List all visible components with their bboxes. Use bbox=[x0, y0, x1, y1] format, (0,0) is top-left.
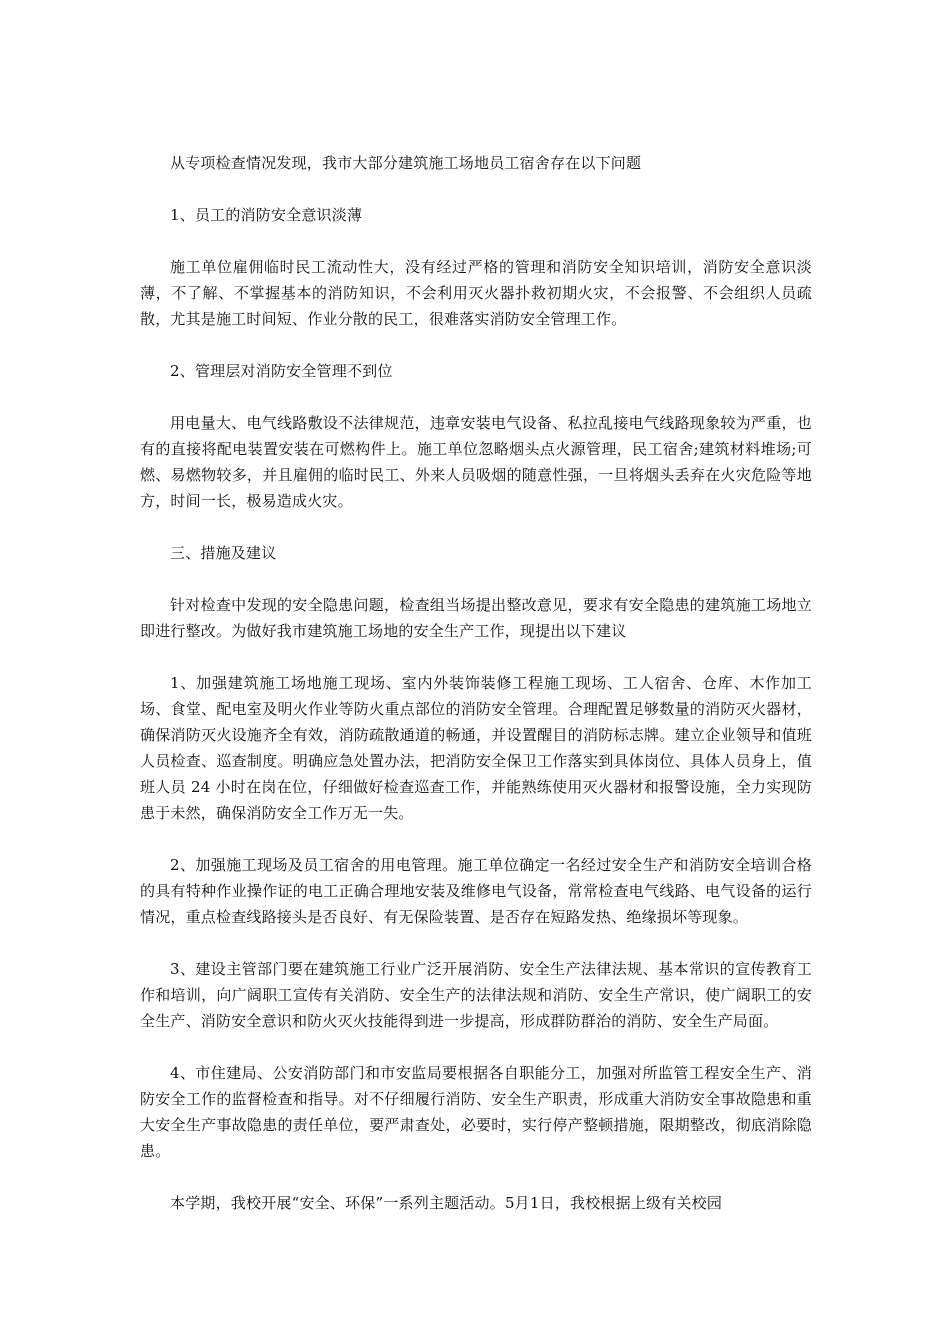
heading-section-3: 三、措施及建议 bbox=[170, 544, 277, 562]
paragraph-intro: 从专项检查情况发现，我市大部分建筑施工场地员工宿舍存在以下问题 bbox=[170, 154, 642, 172]
document-body bbox=[140, 150, 812, 1216]
paragraph-measure-3: 3、建设主管部门要在建筑施工行业广泛开展消防、安全生产法律法规、基本常识的宣传教育工作和培训，向广阔职工宣传有关消防、安全生产的法律法规和消防、安全生产常识，使广阔职工的安全生产、消防安全意识和防火灭火技能得到进一步提高，形成群防群治的消防、安全生产局面。 bbox=[140, 960, 812, 1030]
heading-item-2: 2、管理层对消防安全管理不到位 bbox=[170, 362, 393, 380]
paragraph-measures-intro: 针对检查中发现的安全隐患问题，检查组当场提出整改意见，要求有安全隐患的建筑施工场地立即进行整改。为做好我市建筑施工场地的安全生产工作，现提出以下建议 bbox=[140, 596, 812, 640]
paragraph-measure-4: 4、市住建局、公安消防部门和市安监局要根据各自职能分工，加强对所监管工程安全生产、消防安全工作的监督检查和指导。对不仔细履行消防、安全生产职责，形成重大消防安全事故隐患和重大安全生产事故隐患的责任单位，要严肃查处，必要时，实行停产整顿措施，限期整改，彻底消除隐患。 bbox=[140, 1064, 812, 1160]
heading-item-1: 1、员工的消防安全意识淡薄 bbox=[170, 206, 363, 224]
paragraph-awareness: 施工单位雇佣临时民工流动性大，没有经过严格的管理和消防安全知识培训，消防安全意识淡薄，不了解、不掌握基本的消防知识，不会利用灭火器扑救初期火灾，不会报警、不会组织人员疏散，尤其是施工时间短、作业分散的民工，很难落实消防安全管理工作。 bbox=[140, 258, 812, 328]
paragraph-measure-1: 1、加强建筑施工场地施工现场、室内外装饰装修工程施工现场、工人宿舍、仓库、木作加工场、食堂、配电室及明火作业等防火重点部位的消防安全管理。合理配置足够数量的消防灭火器材，确保消防灭火设施齐全有效，消防疏散通道的畅通，并设置醒目的消防标志牌。建立企业领导和值班人员检查、巡查制度。明确应急处置办法，把消防安全保卫工作落实到具体岗位、具体人员身上，值班人员 24 小时在岗在位，仔细做好检查巡查工作，并能熟练使用灭火器材和报警设施，全力实现防患于未然，确保消防安全工作万无一失。 bbox=[140, 674, 812, 822]
paragraph-management: 用电量大、电气线路敷设不法律规范，违章安装电气设备、私拉乱接电气线路现象较为严重，也有的直接将配电装置安装在可燃构件上。施工单位忽略烟头点火源管理，民工宿舍;建筑材料堆场;可燃、易燃物较多，并且雇佣的临时民工、外来人员吸烟的随意性强，一旦将烟头丢弃在火灾危险等地方，时间一长，极易造成火灾。 bbox=[140, 414, 812, 510]
paragraph-measure-2: 2、加强施工现场及员工宿舍的用电管理。施工单位确定一名经过安全生产和消防安全培训合格的具有特种作业操作证的电工正确合理地安装及维修电气设备，常常检查电气线路、电气设备的运行情况，重点检查线路接头是否良好、有无保险装置、是否存在短路发热、绝缘损坏等现象。 bbox=[140, 856, 812, 926]
paragraph-semester: 本学期，我校开展“安全、环保”一系列主题活动。5月1日，我校根据上级有关校园 bbox=[170, 1194, 723, 1212]
